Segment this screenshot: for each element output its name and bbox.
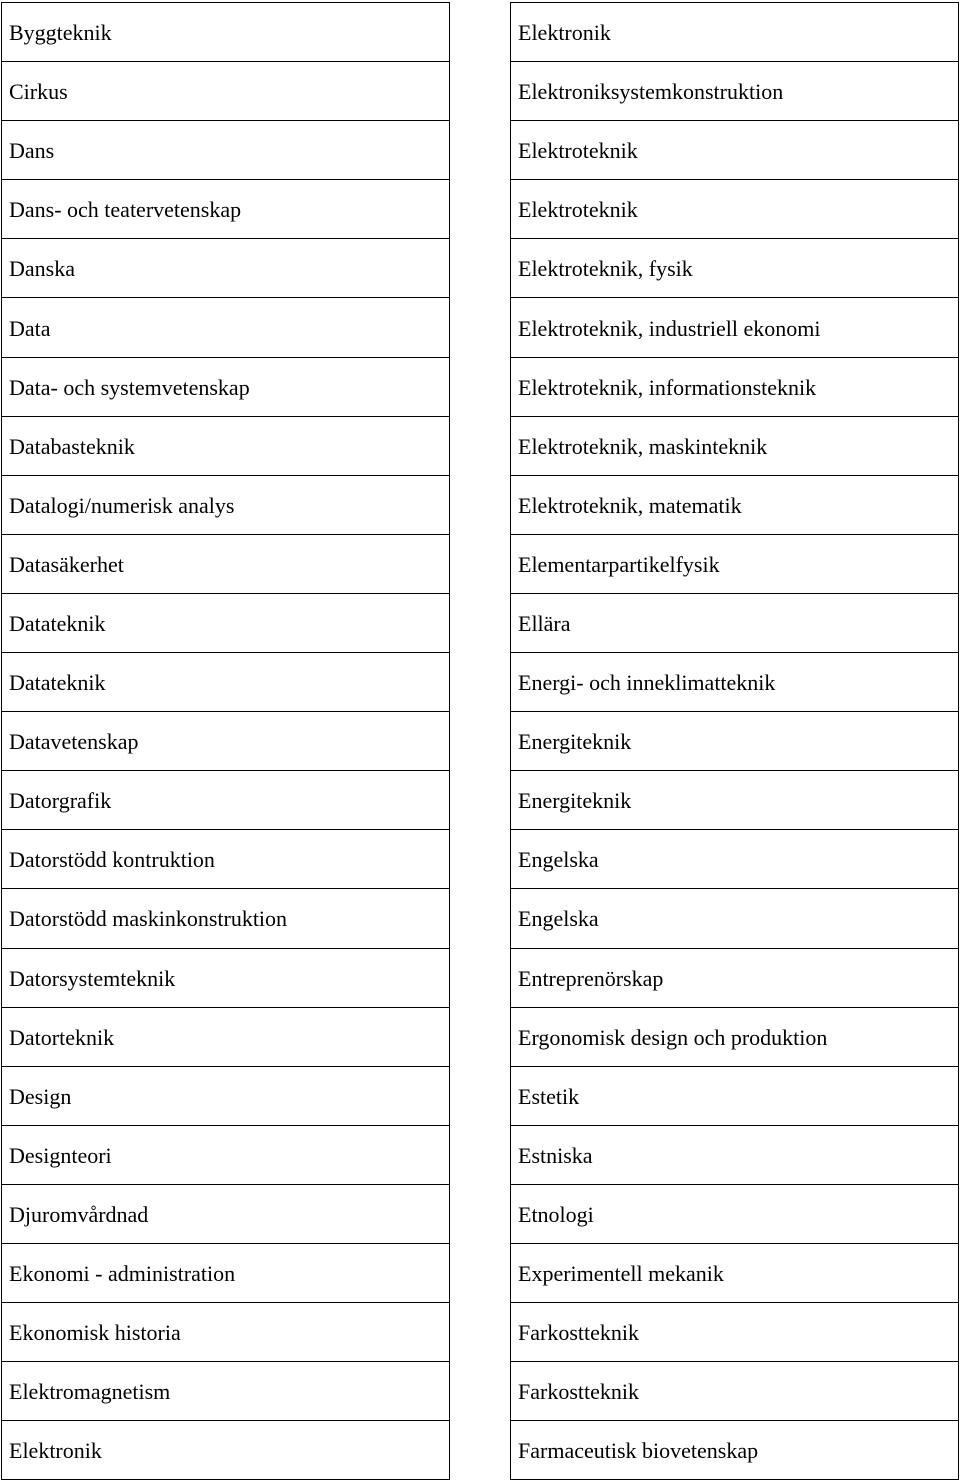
list-item: Energiteknik: [511, 771, 958, 830]
list-item: Datorsystemteknik: [2, 949, 449, 1008]
list-item: Dans- och teatervetenskap: [2, 180, 449, 239]
list-item: Ekonomi - administration: [2, 1244, 449, 1303]
list-item: Datorstödd kontruktion: [2, 830, 449, 889]
list-item: Elektroteknik, matematik: [511, 476, 958, 535]
list-item: Elektroteknik, maskinteknik: [511, 417, 958, 476]
left-subject-list: [1, 2, 450, 1480]
list-item: Elektroteknik, fysik: [511, 239, 958, 298]
list-item: Engelska: [511, 889, 958, 948]
list-item: Ellära: [511, 594, 958, 653]
list-item: Estetik: [511, 1067, 958, 1126]
list-item: Energiteknik: [511, 712, 958, 771]
list-item: Estniska: [511, 1126, 958, 1185]
list-item: Danska: [2, 239, 449, 298]
list-item: Ekonomisk historia: [2, 1303, 449, 1362]
list-item: Datorgrafik: [2, 771, 449, 830]
list-item: Experimentell mekanik: [511, 1244, 958, 1303]
list-item: Data: [2, 298, 449, 357]
list-item: Elektroteknik: [511, 180, 958, 239]
list-item: Cirkus: [2, 62, 449, 121]
list-item: Djuromvårdnad: [2, 1185, 449, 1244]
list-item: Engelska: [511, 830, 958, 889]
list-item: Entreprenörskap: [511, 949, 958, 1008]
list-item: Farkostteknik: [511, 1362, 958, 1421]
list-item: Farkostteknik: [511, 1303, 958, 1362]
list-item: Data- och systemvetenskap: [2, 358, 449, 417]
list-item: Datasäkerhet: [2, 535, 449, 594]
list-item: Farmaceutisk biovetenskap: [511, 1421, 958, 1480]
list-item: Ergonomisk design och produktion: [511, 1008, 958, 1067]
list-item: Designteori: [2, 1126, 449, 1185]
right-subject-list: [510, 2, 959, 1480]
list-item: Design: [2, 1067, 449, 1126]
list-item: Databasteknik: [2, 417, 449, 476]
list-item: Datateknik: [2, 594, 449, 653]
list-item: Elektroniksystemkonstruktion: [511, 62, 958, 121]
list-item: Elektromagnetism: [2, 1362, 449, 1421]
list-item: Datorstödd maskinkonstruktion: [2, 889, 449, 948]
list-item: Elektroteknik, industriell ekonomi: [511, 298, 958, 357]
list-item: Elektronik: [2, 1421, 449, 1480]
list-item: Elektronik: [511, 3, 958, 62]
list-item: Energi- och inneklimatteknik: [511, 653, 958, 712]
list-item: Etnologi: [511, 1185, 958, 1244]
list-item: Datavetenskap: [2, 712, 449, 771]
list-item: Datorteknik: [2, 1008, 449, 1067]
list-item: Datalogi/numerisk analys: [2, 476, 449, 535]
list-item: Byggteknik: [2, 3, 449, 62]
list-item: Elementarpartikelfysik: [511, 535, 958, 594]
list-item: Datateknik: [2, 653, 449, 712]
list-item: Dans: [2, 121, 449, 180]
list-item: Elektroteknik, informationsteknik: [511, 358, 958, 417]
list-item: Elektroteknik: [511, 121, 958, 180]
